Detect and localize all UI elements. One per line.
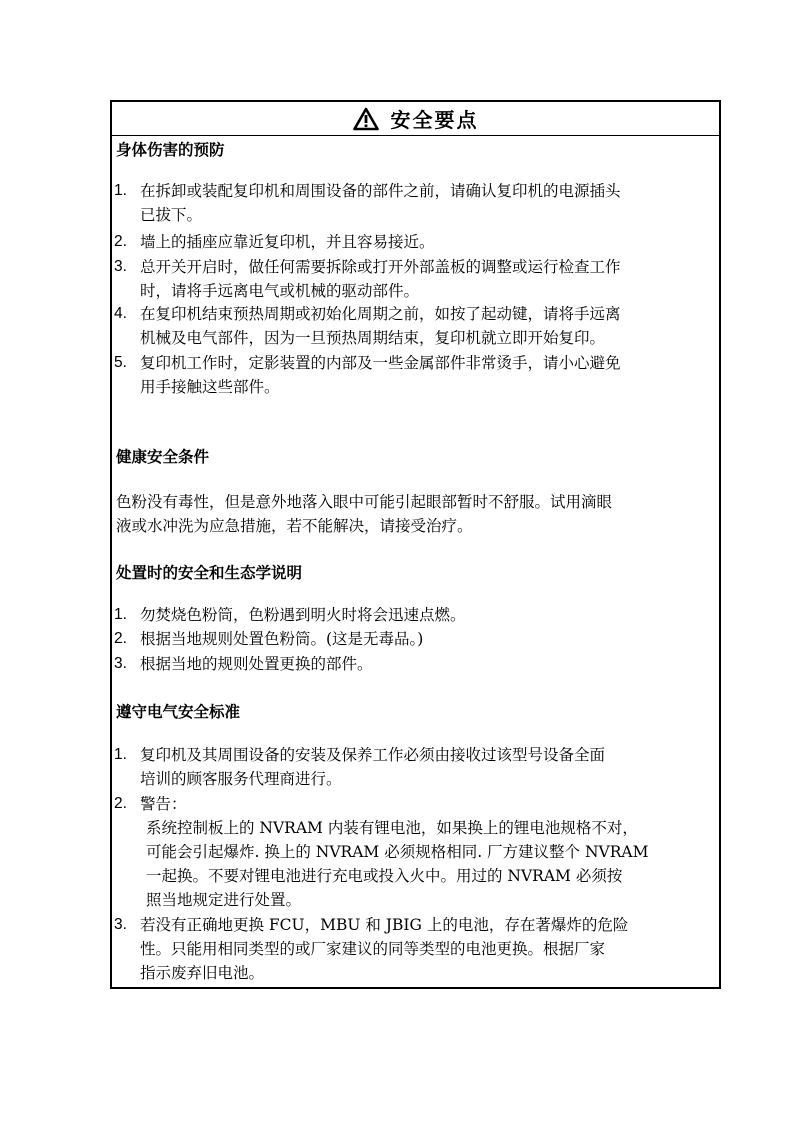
list-item: 1. 勿焚烧色粉筒，色粉遇到明火时将会迅速点燃。 — [114, 606, 466, 624]
list-item: 3. 总开关开启时，做任何需要拆除或打开外部盖板的调整或运行检查工作 时，请将手远离电气或机械的驱动部件。 — [114, 258, 621, 300]
health-paragraph: 色粉没有毒性，但是意外地落入眼中可能引起眼部暂时不舒服。试用滴眼 液或水冲洗为应急措施，若不能解决，请接受治疗。 — [116, 493, 613, 535]
title-bar — [112, 102, 719, 136]
section-heading-disposal: 处置时的安全和生态学说明 — [116, 563, 303, 582]
list-item: 2. 警告： 系统控制板上的 NVRAM 内装有锂电池，如果换上的锂电池规格不对， 可能会引起爆炸. 换上的 NVRAM 必须规格相同. 厂方建议整个 NVRAM 一起换。不要对锂电池进行充电或投入火中。用过的 NVRAM 必须按 照当地规定进行处置。 — [114, 792, 719, 912]
section-heading-health: 健康安全条件 — [116, 447, 210, 466]
page-title: 安全要点 — [390, 108, 479, 132]
list-item: 1. 复印机及其周围设备的安装及保养工作必须由接收过该型号设备全面 培训的顾客服务代理商进行。 — [114, 746, 606, 788]
warning-triangle-icon — [353, 107, 379, 131]
section-heading-injury: 身体伤害的预防 — [116, 140, 225, 159]
warning-label: 警告： — [140, 795, 187, 813]
list-item: 2. 根据当地规则处置色粉筒。(这是无毒品。) — [114, 630, 424, 648]
list-item: 5. 复印机工作时，定影装置的内部及一些金属部件非常烫手，请小心避免 用手接触这些部件。 — [114, 354, 621, 396]
list-item: 2. 墙上的插座应靠近复印机，并且容易接近。 — [114, 233, 435, 251]
section-heading-electrical: 遵守电气安全标准 — [116, 702, 241, 721]
warning-text: 系统控制板上的 NVRAM 内装有锂电池，如果换上的锂电池规格不对， 可能会引起爆炸. 换上的 NVRAM 必须规格相同. 厂方建议整个 NVRAM 一起换。不要对锂电池进行充电或投入火中。用过的 NVRAM 必须按 照当地规定进行处置。 — [146, 819, 649, 909]
list-item: 1. 在拆卸或装配复印机和周围设备的部件之前，请确认复印机的电源插头 已拔下。 — [114, 182, 621, 224]
safety-frame — [110, 100, 721, 989]
list-item: 3. 若没有正确地更换 FCU，MBU 和 JBIG 上的电池，存在著爆炸的危险 性。只能用相同类型的或厂家建议的同等类型的电池更换。根据厂家 指示废弃旧电池。 — [114, 916, 629, 982]
list-item: 4. 在复印机结束预热周期或初始化周期之前，如按了起动键，请将手远离 机械及电气部件，因为一旦预热周期结束，复印机就立即开始复印。 — [114, 305, 621, 347]
list-item: 3. 根据当地的规则处置更换的部件。 — [114, 655, 373, 673]
